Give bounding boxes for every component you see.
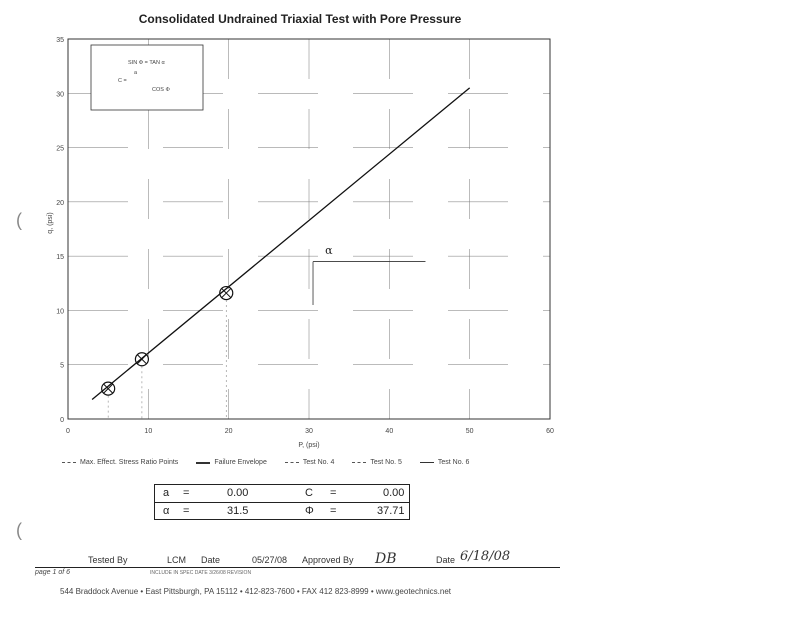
approved-by-label: Approved By <box>302 555 354 565</box>
data-point <box>220 287 233 419</box>
x-tick-label: 40 <box>385 428 394 435</box>
legend-swatch-dash <box>62 462 76 463</box>
formula-line-2: a <box>134 70 138 76</box>
legend-item-test-6 <box>420 459 470 466</box>
legend-item-max-stress <box>62 459 178 466</box>
alpha-label: α <box>163 505 170 517</box>
y-tick-label: 10 <box>56 308 64 316</box>
legend-label: Max. Effect. Stress Ratio Points <box>80 459 179 466</box>
footer-divider <box>35 567 560 568</box>
y-tick-label: 35 <box>56 37 64 44</box>
data-points <box>102 287 233 419</box>
punch-hole-mark: ( <box>16 210 22 230</box>
alpha-annotation: α <box>325 244 333 258</box>
failure-envelope-line <box>92 88 470 400</box>
x-tick-label: 30 <box>305 428 313 435</box>
x-axis-label: P, (psi) <box>298 442 320 449</box>
approved-signature: DB <box>375 551 397 567</box>
y-axis-label: q, (psi) <box>47 212 54 234</box>
legend-swatch-dash <box>285 462 299 463</box>
formula-box <box>91 45 203 110</box>
legend-label: Test No. 5 <box>370 459 402 466</box>
alpha-value: 31.5 <box>227 505 249 517</box>
footer-small-note: INCLUDE IN SPEC DATE 3/26/08 REVISION <box>150 570 252 576</box>
phi-equals: = <box>330 505 337 517</box>
chart-title: Consolidated Undrained Triaxial Test with Pore Pressure <box>138 12 462 26</box>
x-tick-label: 50 <box>465 428 474 435</box>
date2-handwritten: 6/18/08 <box>460 549 511 564</box>
legend-swatch-solid <box>196 462 210 464</box>
page-number: page 1 of 6 <box>35 569 71 576</box>
date2-label: Date <box>436 555 456 565</box>
company-address: 544 Braddock Avenue • East Pittsburgh, PA 15112 • 412-823-7600 • FAX 412 823-8999 • www.geotechnics.net <box>60 587 452 596</box>
x-tick-label: 60 <box>546 428 554 435</box>
x-tick-label: 20 <box>224 428 233 435</box>
formula-line-4: COS Φ <box>152 87 170 93</box>
phi-label: Φ <box>305 505 314 517</box>
results-row-2 <box>155 502 409 520</box>
data-point <box>102 382 115 419</box>
y-tick-label: 5 <box>60 362 64 370</box>
y-tick-label: 25 <box>56 145 64 153</box>
legend-swatch-solid <box>420 462 434 463</box>
date-label: Date <box>201 555 221 565</box>
legend <box>62 459 582 466</box>
formula-line-3: C = <box>118 78 127 84</box>
y-tick-label: 30 <box>56 91 64 99</box>
formula-line-1: SIN Φ = TAN α <box>128 60 165 66</box>
punch-hole-mark: ( <box>16 520 22 540</box>
a-equals: = <box>183 487 190 499</box>
tested-by-value: LCM <box>167 555 187 565</box>
results-row-1 <box>155 485 409 502</box>
date-value: 05/27/08 <box>252 555 288 565</box>
a-label: a <box>163 487 170 499</box>
legend-label: Failure Envelope <box>214 459 267 466</box>
c-equals: = <box>330 487 337 499</box>
y-tick-label: 20 <box>56 199 64 207</box>
y-tick-label: 0 <box>60 417 64 424</box>
a-value: 0.00 <box>227 487 249 499</box>
legend-swatch-dash <box>352 462 366 463</box>
x-tick-label: 10 <box>144 428 153 435</box>
alpha-equals: = <box>183 505 190 517</box>
phi-value: 37.71 <box>377 505 405 517</box>
results-table <box>154 484 410 520</box>
legend-item-test-4 <box>285 459 335 466</box>
x-tick-label: 0 <box>66 428 70 435</box>
c-value: 0.00 <box>383 487 405 499</box>
tested-by-label: Tested By <box>88 555 128 565</box>
legend-label: Test No. 4 <box>302 459 335 466</box>
legend-item-failure-envelope <box>196 459 267 466</box>
c-label: C <box>305 487 313 499</box>
y-tick-label: 15 <box>56 254 64 262</box>
legend-label: Test No. 6 <box>437 459 470 466</box>
legend-item-test-5 <box>352 459 402 466</box>
